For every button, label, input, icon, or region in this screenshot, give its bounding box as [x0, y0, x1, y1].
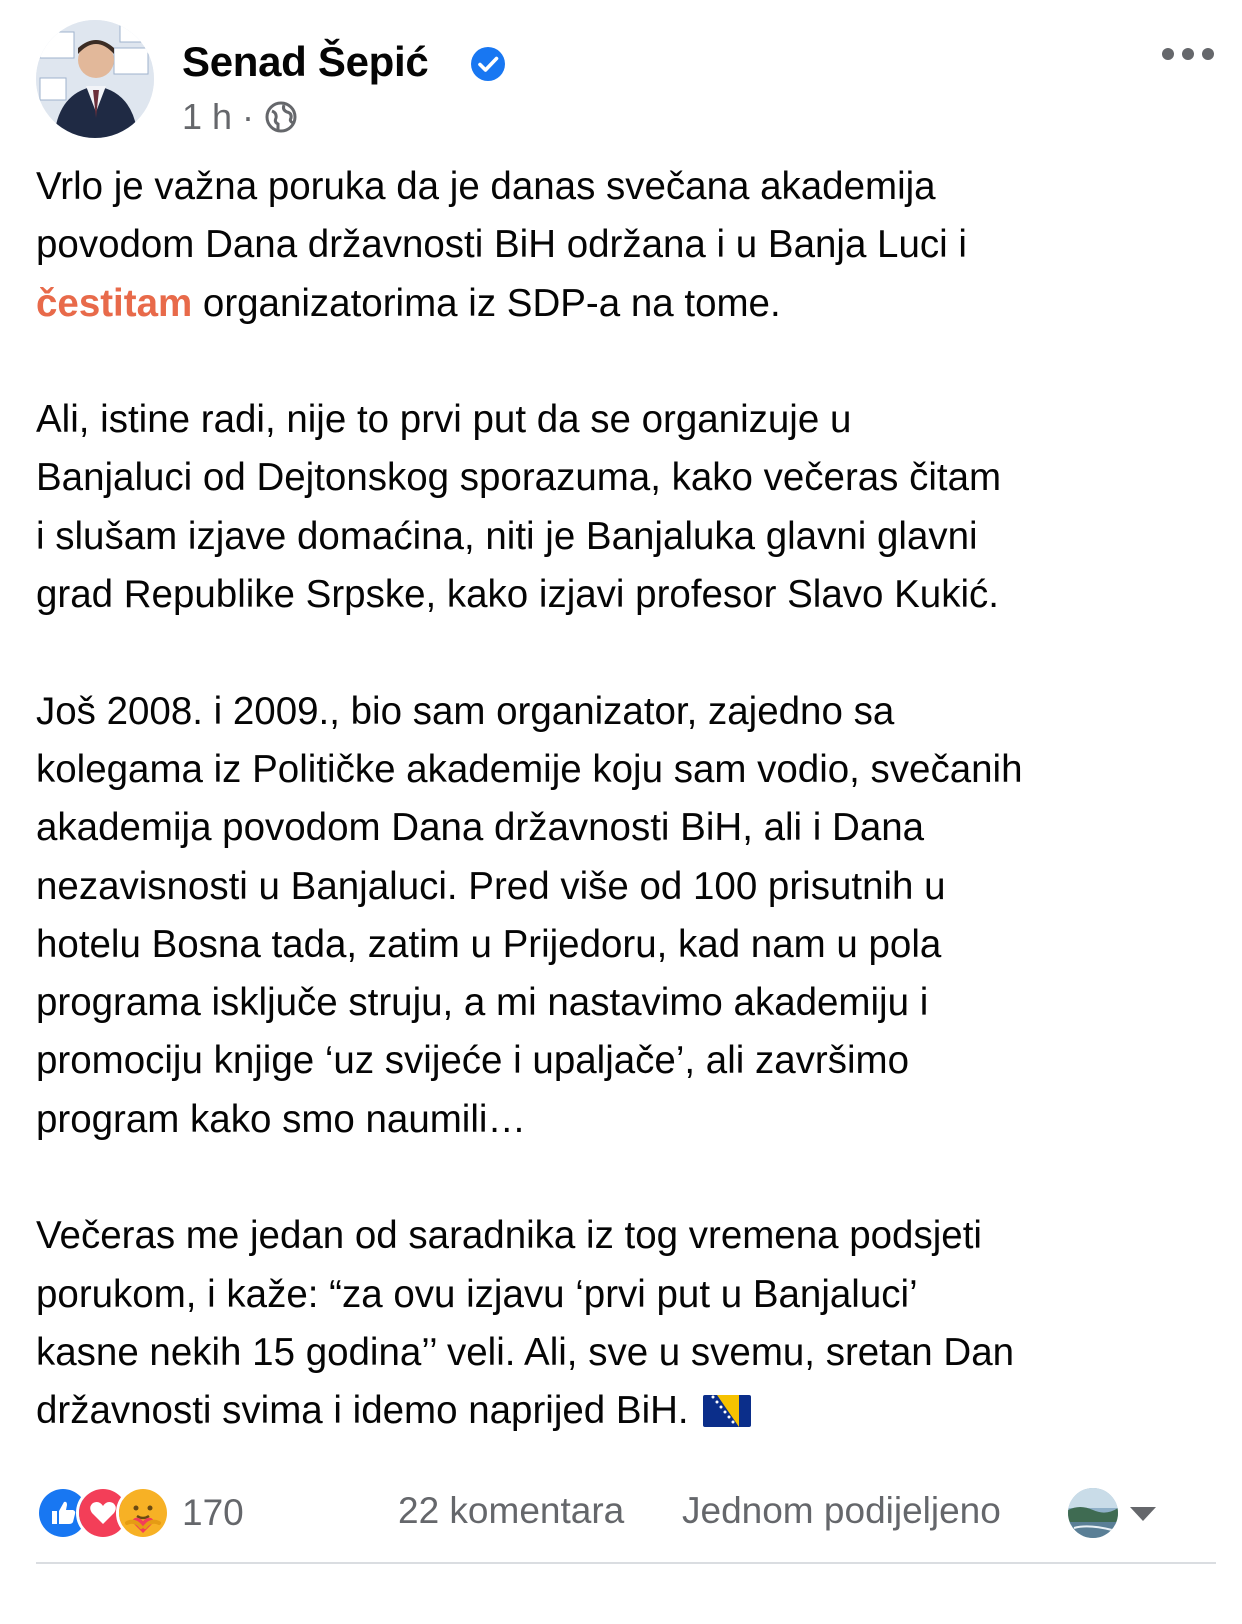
post-text	[36, 158, 1216, 1441]
bosnia-flag-emoji-icon	[703, 1395, 751, 1427]
viewer-avatar[interactable]	[1068, 1488, 1118, 1538]
post-timestamp[interactable]: 1 h	[182, 96, 233, 137]
reaction-count[interactable]: 170	[182, 1492, 244, 1533]
care-icon	[116, 1486, 170, 1540]
post-paragraph-2: Ali, istine radi, nije to prvi put da se organizuje u Banjaluci od Dejtonskog sporazuma, kako večeras čitam i slušam izjave domaćina, niti je Banjaluka glavni glavni grad Republike Srpske, kako izjavi profesor Slavo Kukić.	[36, 398, 1002, 617]
meta-separator: ·	[242, 96, 255, 137]
highlighted-word: čestitam	[36, 281, 193, 325]
footer-divider	[36, 1562, 1216, 1564]
post-meta	[182, 96, 298, 138]
paragraph-1-tail: organizatorima iz SDP-a na tome.	[192, 281, 781, 325]
paragraph-1-text: Vrlo je važna poruka da je danas svečana akademija povodom Dana državnosti BiH održana i u Banja Luci i	[36, 165, 967, 267]
comments-count[interactable]: 22 komentara	[398, 1490, 625, 1531]
chevron-down-icon[interactable]	[1128, 1504, 1158, 1524]
post-header	[36, 20, 1216, 140]
post-paragraph-1	[36, 158, 1216, 333]
author-name[interactable]: Senad Šepić	[182, 38, 429, 85]
paragraph-4-text: Večeras me jedan od saradnika iz tog vremena podsjeti porukom, i kaže: “za ovu izjavu ‘prvi put u Banjaluci’ kasne nekih 15 godina’’ veli. Ali, sve u svemu, sretan Dan državnosti svima i idemo naprijed BiH.	[36, 1214, 1015, 1433]
reactions-summary[interactable]	[36, 1486, 244, 1540]
post-paragraph-4	[36, 1207, 1216, 1440]
post-paragraph-3: Još 2008. i 2009., bio sam organizator, zajedno sa kolegama iz Političke akademije koju sam vodio, svečanih akademija povodom Dana državnosti BiH, ali i Dana nezavisnosti u Banjaluci. Pred više od 100 prisutnih u hotelu Bosna tada, zatim u Prijedoru, kad nam u pola programa isključe struju, a mi nastavimo akademiju i promociju knjige ‘uz svijeće i upaljače’, ali završimo program kako smo naumili…	[36, 689, 1023, 1141]
verified-badge-icon	[470, 46, 506, 82]
more-options-icon[interactable]	[1160, 44, 1216, 64]
author-avatar[interactable]	[36, 20, 154, 138]
globe-icon	[264, 100, 298, 134]
post-footer	[36, 1480, 1216, 1546]
shares-count[interactable]: Jednom podijeljeno	[682, 1490, 1001, 1531]
